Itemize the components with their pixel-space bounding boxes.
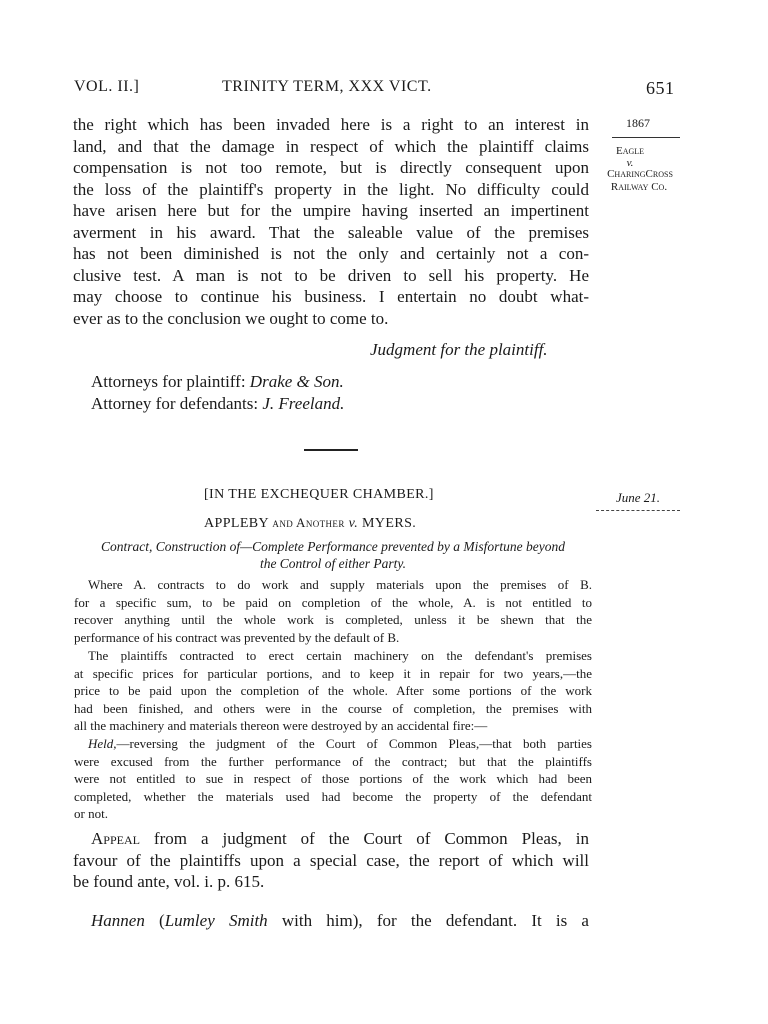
text-line: all the machinery and materials thereon were destroyed by an accidental fire:— <box>74 718 488 734</box>
headnote-2 <box>74 647 592 735</box>
attorneys-defendant-name: J. Freeland. <box>262 394 345 413</box>
text-line: performance of his contract was prevented by the default of B. <box>74 629 400 645</box>
text-line: at specific prices for particular portions, and to keep it in repair for two years,—the <box>74 665 592 681</box>
margin-note-date: June 21. <box>616 490 661 505</box>
appeal-paragraph <box>73 828 589 893</box>
text-line: or not. <box>74 806 108 822</box>
subject-line <box>74 538 592 572</box>
text-line: The plaintiffs contracted to erect certain machinery on the defendant's premises <box>88 648 592 663</box>
text-line: be found ante, vol. i. p. 615. <box>73 872 265 891</box>
attorneys-plaintiff-label: Attorneys for plaintiff: <box>91 372 246 391</box>
held-line-1: —reversing the judgment of the Court of Common Pleas,—that both parties <box>116 736 592 751</box>
text-line: for a specific sum, to be paid on completion of the whole, A. is not entitled to <box>74 594 592 610</box>
margin-note-date-rule <box>596 510 680 511</box>
counsel-paragraph <box>73 910 589 932</box>
text-line: were excused from the further performance of the contract; but that the plaintiffs <box>74 753 592 769</box>
margin-note-party-1: Eagle <box>615 145 645 157</box>
margin-note-year: 1867 <box>626 116 650 130</box>
case-party-1: APPLEBY <box>204 516 269 531</box>
text-line: may choose to continue his business. I entertain no doubt what- <box>73 287 589 306</box>
text-line <box>73 910 589 932</box>
headnote-1 <box>74 576 592 646</box>
text-line: have arisen here but for the umpire having inserted an impertinent <box>73 201 589 220</box>
margin-note-party-2-line1: CharingCross <box>607 168 673 180</box>
judgment-line: Judgment for the plaintiff. <box>370 340 548 359</box>
text-line: averment in his award. That the saleable value of the premises <box>73 222 589 242</box>
headnote-held <box>74 735 592 823</box>
text-line: has not been diminished is not the only and certainly not a con- <box>73 244 589 263</box>
running-header-term: TRINITY TERM, XXX VICT. <box>222 78 432 95</box>
case-party-2: MYERS. <box>362 516 417 531</box>
text-line: were not entitled to sue in respect of those portions of the work which had been <box>74 771 592 787</box>
case-connector: and Another <box>272 515 345 530</box>
section-divider <box>304 449 358 451</box>
margin-note-versus: v. <box>626 157 634 169</box>
counsel-open-paren: ( <box>144 911 165 930</box>
page-number: 651 <box>646 78 675 98</box>
appeal-lead: Appeal <box>91 829 140 848</box>
text-line: Where A. contracts to do work and supply materials upon the premises of B. <box>88 577 592 592</box>
subject-line-1: Contract, Construction of—Complete Performance prevented by a Misfortune beyond <box>100 539 566 554</box>
text-line: favour of the plaintiffs upon a special case, the report of which will <box>73 850 589 870</box>
case-versus: v. <box>348 516 359 531</box>
text-line: the right which has been invaded here is a right to an interest in <box>73 115 589 134</box>
court-heading: [IN THE EXCHEQUER CHAMBER.] <box>204 487 434 502</box>
counsel-name-2: Lumley Smith <box>164 911 268 930</box>
text-line: completed, whether the materials used had become the property of the defendant <box>74 788 592 804</box>
text-line: land, and that the damage in respect of which the plaintiff claims <box>73 136 589 156</box>
text-line: ever as to the conclusion we ought to come to. <box>73 308 389 328</box>
case-title <box>204 515 416 532</box>
appeal-line-1: from a judgment of the Court of Common Pleas, in <box>139 829 589 848</box>
text-line: had been finished, and others were in the course of completion, the premises with <box>74 700 592 716</box>
text-line <box>73 828 589 850</box>
margin-note-rule <box>612 137 680 138</box>
attorneys-plaintiff <box>91 372 344 392</box>
subject-line-2: the Control of either Party. <box>259 556 407 571</box>
text-line: price to be paid upon the completion of the whole. After some portions of the work <box>74 683 592 699</box>
text-line: compensation is not too remote, but is directly consequent upon <box>73 158 589 177</box>
running-header-volume: VOL. II.] <box>74 78 140 95</box>
text-line: the loss of the plaintiff's property in the light. No difficulty could <box>73 179 589 199</box>
text-line <box>74 735 592 753</box>
opening-paragraph <box>73 114 589 329</box>
attorneys-defendant-label: Attorney for defendants: <box>91 394 259 413</box>
counsel-name-1: Hannen <box>91 911 145 930</box>
held-label: Held, <box>88 736 117 751</box>
text-line: clusive test. A man is not to be driven to sell his property. He <box>73 265 589 285</box>
attorneys-defendant <box>91 394 344 414</box>
margin-note-party-2-line2: Railway Co. <box>610 181 668 193</box>
counsel-rest: with him), for the defendant. It is a <box>267 911 589 930</box>
text-line: recover anything until the whole work is completed, unless it be shewn that the <box>74 612 592 628</box>
attorneys-plaintiff-name: Drake & Son. <box>249 372 344 391</box>
